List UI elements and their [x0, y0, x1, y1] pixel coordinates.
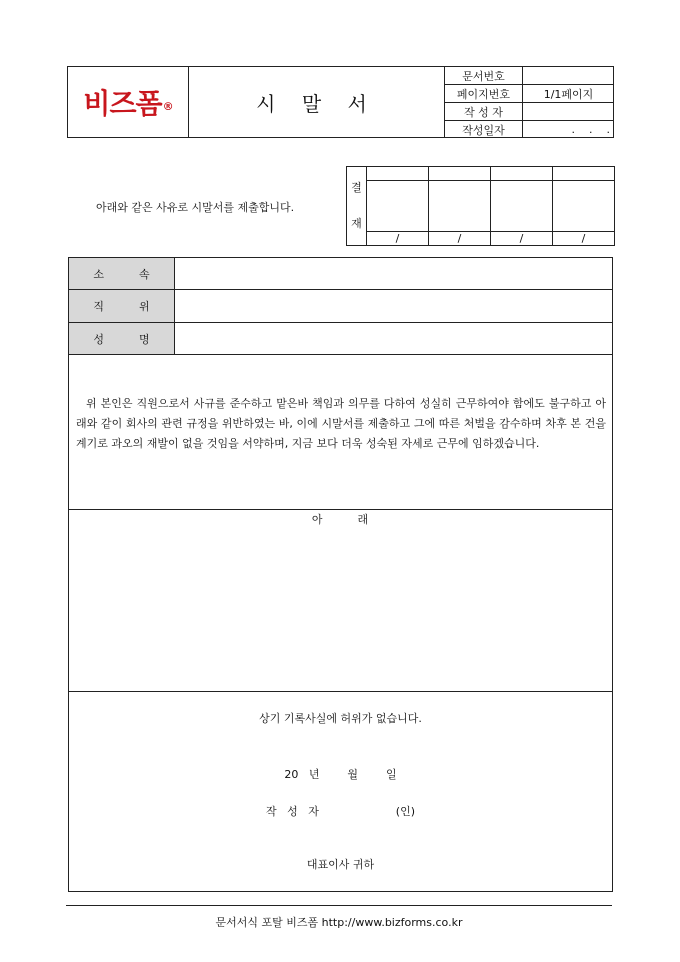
meta-value-date[interactable]: . . . [571, 123, 610, 136]
field-label-position: 직 위 [93, 300, 150, 313]
section-line-1 [69, 509, 612, 510]
approval-date-1[interactable]: / [395, 232, 400, 245]
approval-label-top: 결 [351, 181, 362, 194]
confirmation-text: 상기 기록사실에 허위가 없습니다. [259, 712, 422, 725]
meta-value-page-number: 1/1페이지 [543, 87, 594, 101]
field-value-position[interactable] [175, 290, 612, 322]
logo-text: 비즈폼 [83, 87, 162, 120]
approval-label-bottom: 재 [351, 217, 362, 230]
approval-date-2[interactable]: / [457, 232, 462, 245]
document-title: 시 말 서 [256, 91, 377, 116]
approval-date-3[interactable]: / [519, 232, 524, 245]
meta-label-author: 작 성 자 [464, 105, 503, 119]
field-label-department: 소 속 [93, 267, 150, 281]
date-line[interactable]: 20 년 월 일 [284, 768, 397, 781]
addressee: 대표이사 귀하 [306, 858, 375, 871]
meta-label-date: 작성일자 [462, 123, 505, 137]
meta-label-doc-number: 문서번호 [462, 69, 505, 83]
brand-logo [68, 67, 188, 137]
section-line-2 [69, 691, 612, 692]
below-heading: 아 래 [311, 513, 369, 526]
intro-text: 아래와 같은 사유로 시말서를 제출합니다. [96, 201, 295, 214]
author-line[interactable]: 작 성 자 (인) [266, 805, 415, 818]
footer-rule [66, 905, 612, 906]
statement-text: 위 본인은 직원으로서 사규를 준수하고 맡은바 책임과 의무를 다하여 성실히 근무하여야 함에도 불구하고 아래와 같이 회사의 관련 규정을 위반하였는 바, 이에 시말서를 제출하고 그에 따른 처벌을 감수하며 차후 본 건을 계기로 과오의 재발이 없을 것임을 서약하며, 지금 보다 더욱 성숙된 자세로 근무에 임하겠습니다. [76, 397, 606, 450]
field-value-department[interactable] [175, 258, 612, 289]
field-label-name: 성 명 [93, 332, 150, 346]
footer-text: 문서서식 포탈 비즈폼 http://www.bizforms.co.kr [215, 916, 463, 929]
approval-header-line [366, 180, 615, 181]
approval-date-4[interactable]: / [581, 232, 586, 245]
meta-value-doc-number[interactable] [523, 67, 614, 84]
meta-value-author[interactable] [523, 103, 614, 120]
meta-label-page-number: 페이지번호 [456, 87, 511, 101]
details-area[interactable] [70, 530, 611, 688]
field-row-line-3 [69, 354, 612, 355]
registered-mark: ® [162, 99, 173, 113]
field-value-name[interactable] [175, 323, 612, 354]
